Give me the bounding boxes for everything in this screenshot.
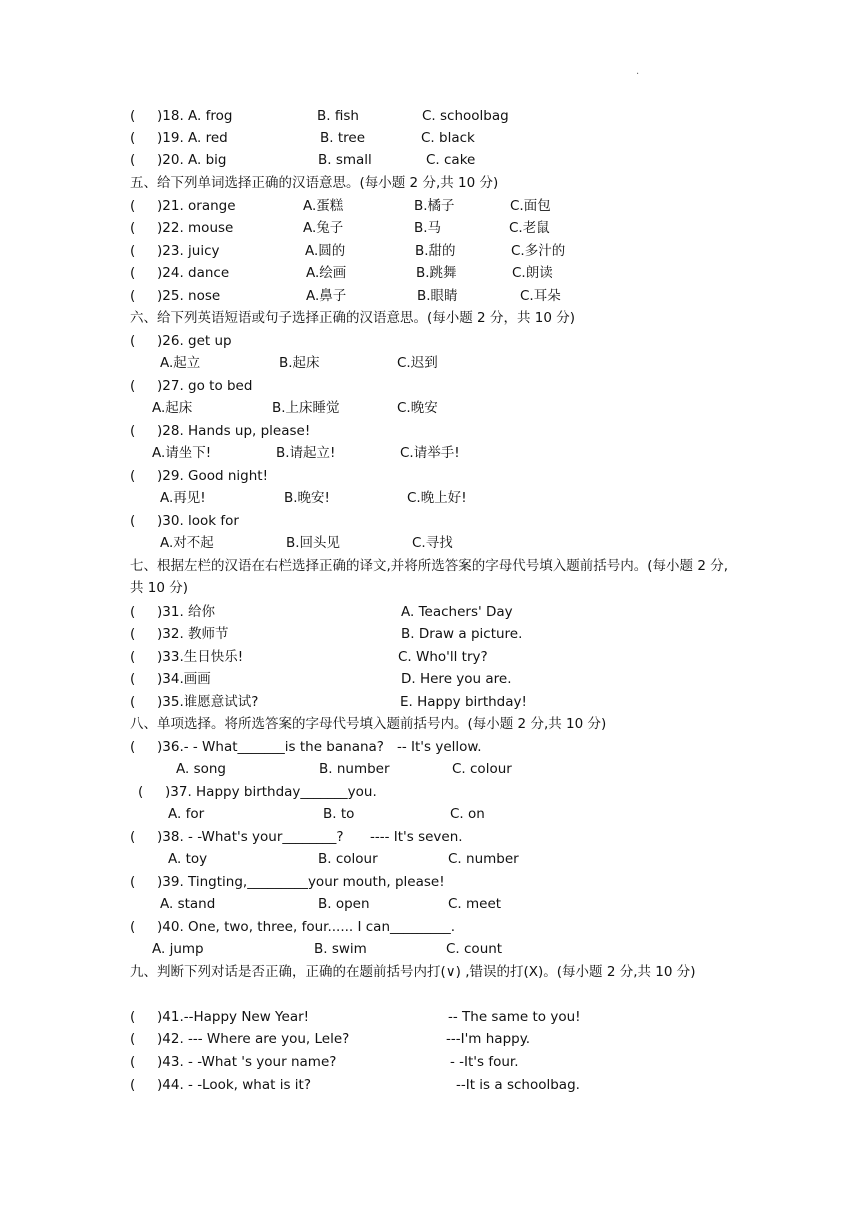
dialogue-response: ---I'm happy.: [446, 1031, 531, 1047]
answer-bracket: (: [130, 919, 136, 935]
section-9-title: 九、判断下列对话是否正确，正确的在题前括号内打(∨) ,错误的打(X)。(每小题 2 分,共 10 分): [130, 964, 696, 980]
question-text: )36.- - What_______is the banana?: [157, 739, 384, 755]
question-text: )29. Good night!: [157, 468, 269, 484]
answer-bracket: (: [130, 1031, 136, 1047]
option-b: B.甜的: [415, 243, 456, 259]
question-text: )22. mouse: [157, 220, 234, 236]
translation-option: B. Draw a picture.: [401, 626, 523, 642]
question-text: )23. juicy: [157, 243, 220, 259]
question-text: )38. - -What's your________?: [157, 829, 344, 845]
dialogue-answer: -- It's yellow.: [397, 739, 482, 755]
option-b: B. small: [318, 152, 372, 168]
question-text: )33.生日快乐!: [157, 649, 244, 665]
option-b: B.跳舞: [416, 265, 457, 281]
option-b: B. colour: [318, 851, 378, 867]
question-text: )21. orange: [157, 198, 236, 214]
option-c: C.面包: [510, 198, 551, 214]
answer-bracket: (: [130, 243, 136, 259]
header-mark: .: [636, 66, 640, 77]
option-a: A. for: [168, 806, 205, 822]
section-8-title: 八、单项选择。将所选答案的字母代号填入题前括号内。(每小题 2 分,共 10 分): [130, 716, 607, 732]
question-text: )19. A. red: [157, 130, 228, 146]
answer-bracket: (: [130, 108, 136, 124]
question-text: )42. --- Where are you, Lele?: [157, 1031, 350, 1047]
answer-bracket: (: [130, 1054, 136, 1070]
option-a: A.绘画: [306, 265, 347, 281]
answer-bracket: (: [130, 423, 136, 439]
question-text: )28. Hands up, please!: [157, 423, 311, 439]
option-b: B.请起立!: [276, 445, 336, 461]
option-c: C.晚上好!: [407, 490, 467, 506]
option-a: A.蛋糕: [303, 198, 344, 214]
option-c: C.请举手!: [400, 445, 460, 461]
option-c: C. on: [450, 806, 485, 822]
section-5-title: 五、给下列单词选择正确的汉语意思。(每小题 2 分,共 10 分): [130, 175, 499, 191]
option-b: B.晚安!: [284, 490, 330, 506]
question-text: )25. nose: [157, 288, 221, 304]
dialogue-response: --It is a schoolbag.: [456, 1077, 580, 1093]
option-c: C. meet: [448, 896, 502, 912]
answer-bracket: (: [130, 220, 136, 236]
option-a: A. jump: [152, 941, 204, 957]
option-b: B. number: [319, 761, 390, 777]
option-b: B. fish: [317, 108, 359, 124]
option-a: A.起立: [160, 355, 201, 371]
answer-bracket: (: [130, 604, 136, 620]
option-a: A.兔子: [303, 220, 344, 236]
option-c: C.老鼠: [509, 220, 550, 236]
answer-bracket: (: [130, 1009, 136, 1025]
option-c: C. count: [446, 941, 503, 957]
option-c: C. cake: [426, 152, 476, 168]
question-text: )18. A. frog: [157, 108, 233, 124]
option-a: A. toy: [168, 851, 208, 867]
answer-bracket: (: [130, 333, 136, 349]
option-a: A.再见!: [160, 490, 206, 506]
answer-bracket: (: [130, 874, 136, 890]
question-text: )26. get up: [157, 333, 232, 349]
question-text: )31. 给你: [157, 604, 216, 620]
option-a: A. stand: [160, 896, 216, 912]
option-a: A.起床: [152, 400, 193, 416]
question-text: )24. dance: [157, 265, 230, 281]
question-text: )27. go to bed: [157, 378, 253, 394]
answer-bracket: (: [130, 265, 136, 281]
question-text: )30. look for: [157, 513, 239, 529]
dialogue-response: - -It's four.: [450, 1054, 519, 1070]
option-b: B.橘子: [414, 198, 455, 214]
answer-bracket: (: [130, 288, 136, 304]
option-c: C.寻找: [412, 535, 453, 551]
option-c: C. schoolbag: [422, 108, 509, 124]
question-text: )39. Tingting,_________your mouth, please!: [157, 874, 445, 890]
question-text: )41.--Happy New Year!: [157, 1009, 310, 1025]
question-text: )40. One, two, three, four...... I can_________.: [157, 919, 456, 935]
dialogue-answer: ---- It's seven.: [370, 829, 463, 845]
answer-bracket: (: [130, 671, 136, 687]
option-a: A.对不起: [160, 535, 214, 551]
answer-bracket: (: [130, 378, 136, 394]
question-text: )32. 教师节: [157, 626, 229, 642]
option-c: C.晚安: [397, 400, 438, 416]
answer-bracket: (: [130, 198, 136, 214]
option-b: B. swim: [314, 941, 367, 957]
translation-option: C. Who'll try?: [398, 649, 488, 665]
answer-bracket: (: [138, 784, 144, 800]
option-c: C.朗读: [512, 265, 553, 281]
option-b: B. to: [323, 806, 355, 822]
answer-bracket: (: [130, 739, 136, 755]
answer-bracket: (: [130, 468, 136, 484]
answer-bracket: (: [130, 694, 136, 710]
question-text: )20. A. big: [157, 152, 227, 168]
translation-option: E. Happy birthday!: [400, 694, 527, 710]
option-a: A.鼻子: [306, 288, 347, 304]
option-b: B. open: [318, 896, 370, 912]
translation-option: D. Here you are.: [401, 671, 512, 687]
answer-bracket: (: [130, 513, 136, 529]
answer-bracket: (: [130, 829, 136, 845]
question-text: )37. Happy birthday_______you.: [165, 784, 377, 800]
option-c: C. number: [448, 851, 519, 867]
question-text: )44. - -Look, what is it?: [157, 1077, 312, 1093]
option-b: B.马: [414, 220, 442, 236]
option-a: A. song: [176, 761, 226, 777]
option-b: B.起床: [279, 355, 320, 371]
question-text: )34.画画: [157, 671, 211, 687]
option-c: C.耳朵: [520, 288, 561, 304]
translation-option: A. Teachers' Day: [401, 604, 513, 620]
answer-bracket: (: [130, 152, 136, 168]
option-c: C. black: [421, 130, 475, 146]
option-a: A.圆的: [305, 243, 346, 259]
answer-bracket: (: [130, 130, 136, 146]
section-6-title: 六、给下列英语短语或句子选择正确的汉语意思。(每小题 2 分，共 10 分): [130, 310, 575, 326]
option-c: C. colour: [452, 761, 512, 777]
option-b: B. tree: [320, 130, 366, 146]
question-text: )43. - -What 's your name?: [157, 1054, 337, 1070]
option-a: A.请坐下!: [152, 445, 212, 461]
option-c: C.多汁的: [511, 243, 566, 259]
answer-bracket: (: [130, 626, 136, 642]
question-text: )35.谁愿意试试?: [157, 694, 259, 710]
option-b: B.眼睛: [417, 288, 458, 304]
section-7-title: 七、根据左栏的汉语在右栏选择正确的译文,并将所选答案的字母代号填入题前括号内。(每小题 2 分,共 10 分): [130, 558, 729, 596]
option-b: B.回头见: [286, 535, 341, 551]
answer-bracket: (: [130, 649, 136, 665]
dialogue-response: -- The same to you!: [448, 1009, 581, 1025]
option-b: B.上床睡觉: [272, 400, 340, 416]
option-c: C.迟到: [397, 355, 438, 371]
answer-bracket: (: [130, 1077, 136, 1093]
